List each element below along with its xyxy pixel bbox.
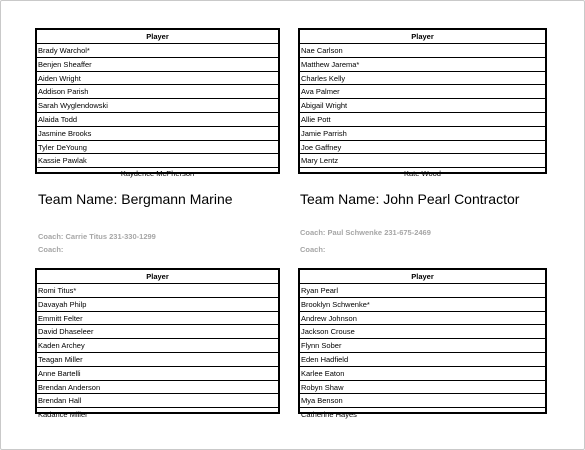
table-row: Mya Benson: [300, 394, 545, 408]
team-name-right: Team Name: John Pearl Contractor: [300, 191, 520, 207]
table-header: Player: [37, 30, 278, 44]
table-row: Brady Warchol*: [37, 44, 278, 58]
team-name-left: Team Name: Bergmann Marine: [38, 191, 233, 207]
table-row: Ryan Pearl: [300, 284, 545, 298]
table-row: Kassie Pawlak: [38, 156, 87, 166]
table-row: Brendan Anderson: [37, 381, 278, 395]
table-row: Andrew Johnson: [300, 312, 545, 326]
table-row: Jamie Parrish: [300, 127, 545, 141]
table-footer: Kaydence McPherson: [37, 167, 278, 180]
table-row: Aiden Wright: [37, 72, 278, 86]
player-list: [300, 44, 545, 167]
table-header: Player: [37, 270, 278, 284]
roster-table-bottom-left: [35, 268, 280, 420]
table-row: Joe Gaffney: [300, 141, 545, 155]
table-row: Tyler DeYoung: [37, 141, 278, 155]
table-row: Jasmine Brooks: [37, 127, 278, 141]
player-list: [37, 44, 278, 167]
table-row: Teagan Miller: [37, 353, 278, 367]
table-row: Alaida Todd: [37, 113, 278, 127]
table-header: Player: [300, 270, 545, 284]
table-row: Benjen Sheaffer: [37, 58, 278, 72]
coach-line-left-1: Coach: Carrie Titus 231-330-1299: [38, 232, 156, 241]
table-row: Ava Palmer: [300, 85, 545, 99]
roster-table-top-left: [35, 28, 280, 179]
table-row: Brooklyn Schwenke*: [300, 298, 545, 312]
table-row: Emmitt Felter: [37, 312, 278, 326]
table-row: Flynn Sober: [300, 339, 545, 353]
coach-line-right-1: Coach: Paul Schwenke 231-675-2469: [300, 228, 431, 237]
table-row: Eden Hadfield: [300, 353, 545, 367]
table-row: Kaden Archey: [37, 339, 278, 353]
table-row: Davayah Philp: [37, 298, 278, 312]
table-row: Matthew Jarema*: [300, 58, 545, 72]
table-row: Abigail Wright: [300, 99, 545, 113]
roster-table-bottom-right: [298, 268, 547, 420]
table-row: Allie Pott: [300, 113, 545, 127]
table-row: Catherine Hayes: [301, 410, 357, 420]
coach-line-left-2: Coach:: [38, 245, 64, 254]
player-list: [37, 284, 278, 421]
table-row: Karlee Eaton: [300, 367, 545, 381]
table-row: Anne Bartelli: [37, 367, 278, 381]
player-list: [300, 284, 545, 421]
table-row: Kadance Miller: [38, 410, 88, 420]
table-row: Nae Carlson: [300, 44, 545, 58]
table-row: Jackson Crouse: [300, 325, 545, 339]
table-row: Romi Titus*: [37, 284, 278, 298]
table-row: David Dhaseleer: [37, 325, 278, 339]
table-row: Mary Lentz: [301, 156, 339, 166]
table-row: Charles Kelly: [300, 72, 545, 86]
table-row: Brendan Hall: [37, 394, 278, 408]
table-footer: Kate Wood: [300, 167, 545, 180]
table-header: Player: [300, 30, 545, 44]
roster-table-top-right: [298, 28, 547, 179]
table-row: Sarah Wyglendowski: [37, 99, 278, 113]
coach-line-right-2: Coach:: [300, 245, 326, 254]
table-row: Addison Parish: [37, 85, 278, 99]
table-row: Robyn Shaw: [300, 381, 545, 395]
